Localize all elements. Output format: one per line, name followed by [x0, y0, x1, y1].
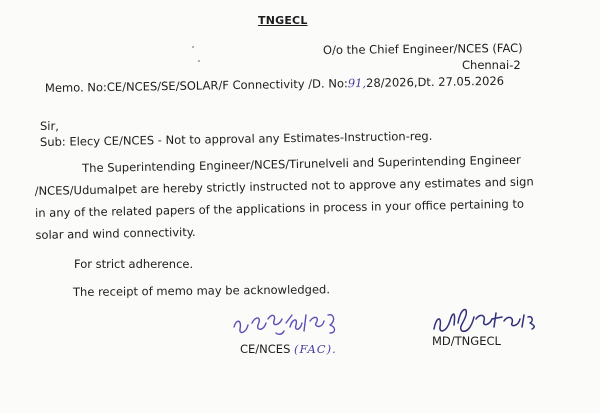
ce-designation-label: CE/NCES: [240, 342, 291, 356]
organization-title: TNGECL: [258, 14, 308, 27]
subject-line: Sub: Elecy CE/NCES - Not to approval any Estimates-Instruction-reg.: [39, 128, 433, 149]
body-line: solar and wind connectivity.: [35, 224, 196, 242]
md-designation: MD/TNGECL: [432, 334, 501, 348]
body-line: in any of the related papers of the applications in process in your office pertaining to: [34, 196, 525, 220]
body-paragraph: [34, 148, 556, 246]
body-line: /NCES/Udumalpet are hereby strictly instructed not to approve any estimates and sign: [34, 174, 534, 198]
scan-speck: [192, 46, 194, 48]
closing-instruction: For strict adherence.: [74, 257, 194, 271]
ce-signature: [230, 305, 340, 343]
salutation: Sir,: [40, 119, 59, 133]
acknowledgement-line: The receipt of memo may be acknowledged.: [72, 282, 331, 299]
memo-reference-suffix: 28/2026,Dt. 27.05.2026: [365, 73, 505, 90]
office-line-2: Chennai-2: [462, 58, 521, 72]
office-line-1: O/o the Chief Engineer/NCES (FAC): [322, 40, 523, 57]
memo-reference-prefix: Memo. No:CE/NCES/SE/SOLAR/F Connectivity /D. No:: [44, 76, 348, 95]
ce-designation-handwritten: (FAC).: [294, 342, 337, 356]
memo-reference: [44, 73, 505, 95]
scan-speck: [198, 60, 200, 62]
body-line: The Superintending Engineer/NCES/Tirunelveli and Superintending Engineer: [82, 152, 521, 176]
memo-number-handwritten: 91,: [347, 75, 367, 91]
ce-designation: [240, 344, 337, 356]
